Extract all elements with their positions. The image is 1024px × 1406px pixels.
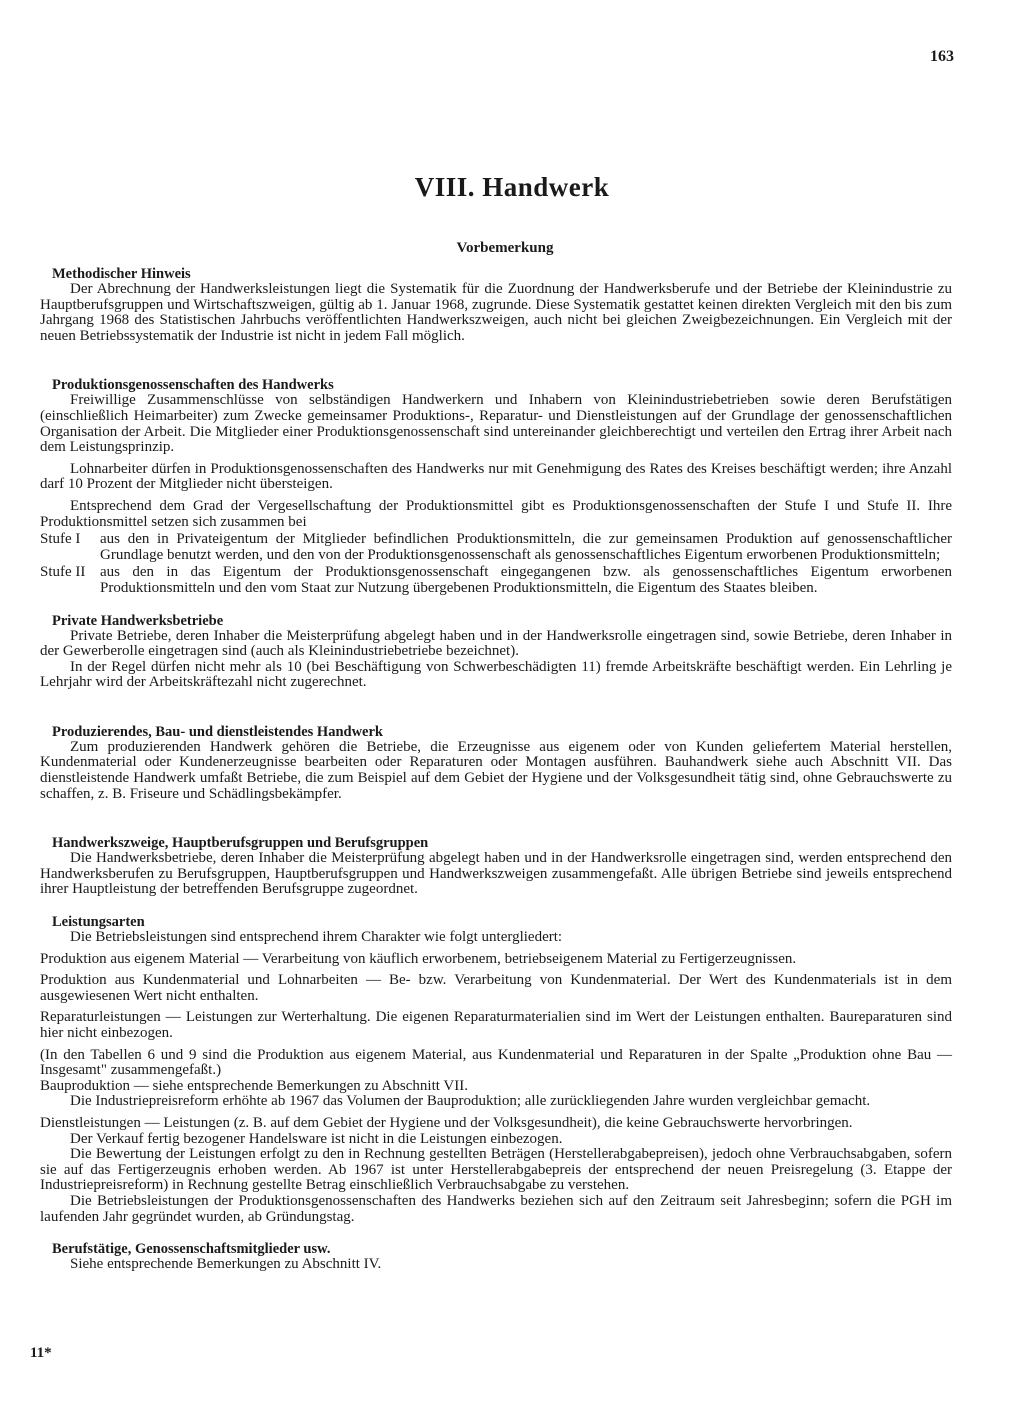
- paragraph: Lohnarbeiter dürfen in Produktionsgenossenschaften des Handwerks nur mit Genehmigung des Rates des Kreises beschäftigt werden; ihre Anzahl darf 10 Prozent der Mitglieder nicht übersteigen.: [40, 460, 952, 493]
- stufe-label: Stufe II: [40, 564, 86, 581]
- paragraph: Die Betriebsleistungen der Produktionsgenossenschaften des Handwerks beziehen sich auf den Zeitraum seit Jahresbeginn; sofern die PGH im laufenden Jahr gegründet wurden, ab Gründungstag.: [40, 1192, 952, 1225]
- stufe-text: aus den in das Eigentum der Produktionsgenossenschaft eingegangenen bzw. als genossenschaftliches Eigentum erworbenen Produktionsmitteln und den vom Staat zur Nutzung übergebenen Produktionsmitteln, die Eigentum des Staates bleiben.: [100, 564, 952, 596]
- section-produktionsgenossenschaften: [40, 377, 952, 596]
- page-number: 163: [930, 48, 954, 65]
- paragraph: Der Abrechnung der Handwerksleistungen liegt die Systematik für die Zuordnung der Handwerksberufe und der Betriebe der Kleinindustrie zu Hauptberufsgruppen und Wirtschaftszweigen, gültig ab 1. Januar 1968, zugrunde. Diese Systematik gestattet keinen direkten Vergleich mit den bis zum Jahrgang 1968 des Statistischen Jahrbuchs veröffentlichten Handwerkszweigen, auch nicht bei gleichen Zweigbezeichnungen. Ein Vergleich mit der neuen Betriebssystematik der Industrie ist nicht in jedem Fall möglich.: [40, 281, 952, 344]
- section-heading: Private Handwerksbetriebe: [52, 612, 224, 629]
- leistungsart-item: Produktion aus Kundenmaterial und Lohnarbeiten — Be- bzw. Verarbeitung von Kundenmaterial. Der Wert des Kundenmaterials ist in dem ausgewiesenen Wert nicht enthalten.: [40, 972, 952, 1004]
- paragraph: Zum produzierenden Handwerk gehören die Betriebe, die Erzeugnisse aus eigenem oder von Kunden geliefertem Material herstellen, Kundenmaterial oder Kundenerzeugnisse bearbeiten oder Reparaturen oder Montagen ausführen. Bauhandwerk siehe auch Abschnitt VII. Das dienstleistende Handwerk umfaßt Betriebe, die zum Beispiel auf dem Gebiet der Hygiene und der Volksgesundheit tätig sind, ohne Gebrauchswerte zu schaffen, z. B. Friseure und Schädlingsbekämpfer.: [40, 738, 952, 802]
- subtitle: Vorbemerkung: [456, 240, 554, 256]
- paragraph: Entsprechend dem Grad der Vergesellschaftung der Produktionsmittel gibt es Produktionsgenossenschaften der Stufe I und Stufe II. Ihre Produktionsmittel setzen sich zusammen bei: [40, 497, 952, 530]
- paragraph: Siehe entsprechende Bemerkungen zu Abschnitt IV.: [70, 1256, 382, 1273]
- section-handwerkszweige: [40, 835, 952, 898]
- document-body: [40, 266, 952, 1273]
- paragraph: Die Industriepreisreform erhöhte ab 1967 das Volumen der Bauproduktion; alle zurückliegenden Jahre wurden vergleichbar gemacht.: [70, 1093, 871, 1110]
- leistungsart-item: Bauproduktion — siehe entsprechende Bemerkungen zu Abschnitt VII.: [40, 1077, 468, 1094]
- paragraph: Private Betriebe, deren Inhaber die Meisterprüfung abgelegt haben und in der Handwerksrolle eingetragen sind, sowie Betriebe, deren Inhaber in der Gewerberolle eingetragen sind (auch als Kleinindustriebetriebe bezeichnet).: [40, 627, 952, 660]
- section-berufstaetige: [40, 1241, 952, 1273]
- stufe-text: aus den in Privateigentum der Mitglieder befindlichen Produktionsmitteln, die zur gemeinsamen Produktion auf genossenschaftlicher Grundlage benutzt werden, und den von der Produktionsgenossenschaft als genossenschaftliches Eigentum erworbenen Produktionsmitteln;: [100, 531, 952, 563]
- section-heading: Produktionsgenossenschaften des Handwerks: [52, 377, 334, 394]
- paragraph: Der Verkauf fertig bezogener Handelsware ist nicht in die Leistungen einbezogen.: [70, 1130, 563, 1147]
- section-produzierendes-handwerk: [40, 724, 952, 802]
- leistungsart-item: Reparaturleistungen — Leistungen zur Werterhaltung. Die eigenen Reparaturmaterialien sind im Wert der Leistungen enthalten. Baureparaturen sind hier nicht einbezogen.: [40, 1009, 952, 1041]
- paragraph: Freiwillige Zusammenschlüsse von selbständigen Handwerkern und Inhabern von Kleinindustriebetrieben sowie deren Berufstätigen (einschließlich Heimarbeiter) zum Zwecke gemeinsamer Produktions-, Reparatur- und Dienstleistungen auf der Grundlage der genossenschaftlichen Organisation der Arbeit. Die Mitglieder einer Produktionsgenossenschaft sind untereinander gleichberechtigt und verteilen den Ertrag ihrer Arbeit nach dem Leistungsprinzip.: [40, 392, 952, 456]
- stufe-2-item: [40, 565, 952, 596]
- section-heading: Methodischer Hinweis: [52, 266, 191, 282]
- section-heading: Produzierendes, Bau- und dienstleistendes Handwerk: [52, 723, 383, 740]
- leistungsart-note: (In den Tabellen 6 und 9 sind die Produktion aus eigenem Material, aus Kundenmaterial und Reparaturen in der Spalte „Produktion ohne Bau — Insgesamt" zusammengefaßt.): [40, 1046, 952, 1079]
- section-heading: Leistungsarten: [52, 914, 145, 931]
- chapter-title: VIII. Handwerk: [414, 172, 610, 202]
- section-heading: Berufstätige, Genossenschaftsmitglieder usw.: [52, 1241, 331, 1258]
- leistungsart-item: Produktion aus eigenem Material — Verarbeitung von käuflich erworbenem, betriebseigenem Material zu Fertigerzeugnissen.: [40, 950, 797, 967]
- paragraph: Die Bewertung der Leistungen erfolgt zu den in Rechnung gestellten Beträgen (Herstellerabgabepreisen), jedoch ohne Verbrauchsabgaben, sofern sie auf das Fertigerzeugnis erhoben werden. Ab 1967 ist unter Herstellerabgabepreis der entsprechend der neuen Preisregelung (3. Etappe der Industriepreisreform) in Rechnung gestellte Betrag einschließlich Verbrauchsabgabe zu verstehen.: [40, 1146, 952, 1194]
- stufe-1-item: [40, 532, 952, 563]
- paragraph: Die Handwerksbetriebe, deren Inhaber die Meisterprüfung abgelegt haben und in der Handwerksrolle eingetragen sind, werden entsprechend den Handwerksberufen zu Berufsgruppen, Hauptberufsgruppen und Handwerkszweigen zusammengefaßt. Alle übrigen Betriebe sind jeweils entsprechend ihrer Hauptleistung der betreffenden Berufsgruppe zugeordnet.: [40, 850, 952, 898]
- section-methodischer-hinweis: [40, 266, 952, 344]
- paragraph: In der Regel dürfen nicht mehr als 10 (bei Beschäftigung von Schwerbeschädigten 11) fremde Arbeitskräfte beschäftigt werden. Ein Lehrling je Lehrjahr wird der Arbeitskräftezahl nicht zugerechnet.: [40, 658, 952, 691]
- section-leistungsarten: [40, 914, 952, 1225]
- stufe-label: Stufe I: [40, 531, 81, 548]
- leistungsart-item: Dienstleistungen — Leistungen (z. B. auf dem Gebiet der Hygiene und der Volksgesundheit), die keine Gebrauchswerte hervorbringen.: [40, 1114, 853, 1131]
- signature-mark: 11*: [30, 1345, 52, 1361]
- section-heading: Handwerkszweige, Hauptberufsgruppen und Berufsgruppen: [52, 835, 429, 852]
- section-private-handwerksbetriebe: [40, 613, 952, 691]
- paragraph: Die Betriebsleistungen sind entsprechend ihrem Charakter wie folgt untergliedert:: [70, 929, 563, 946]
